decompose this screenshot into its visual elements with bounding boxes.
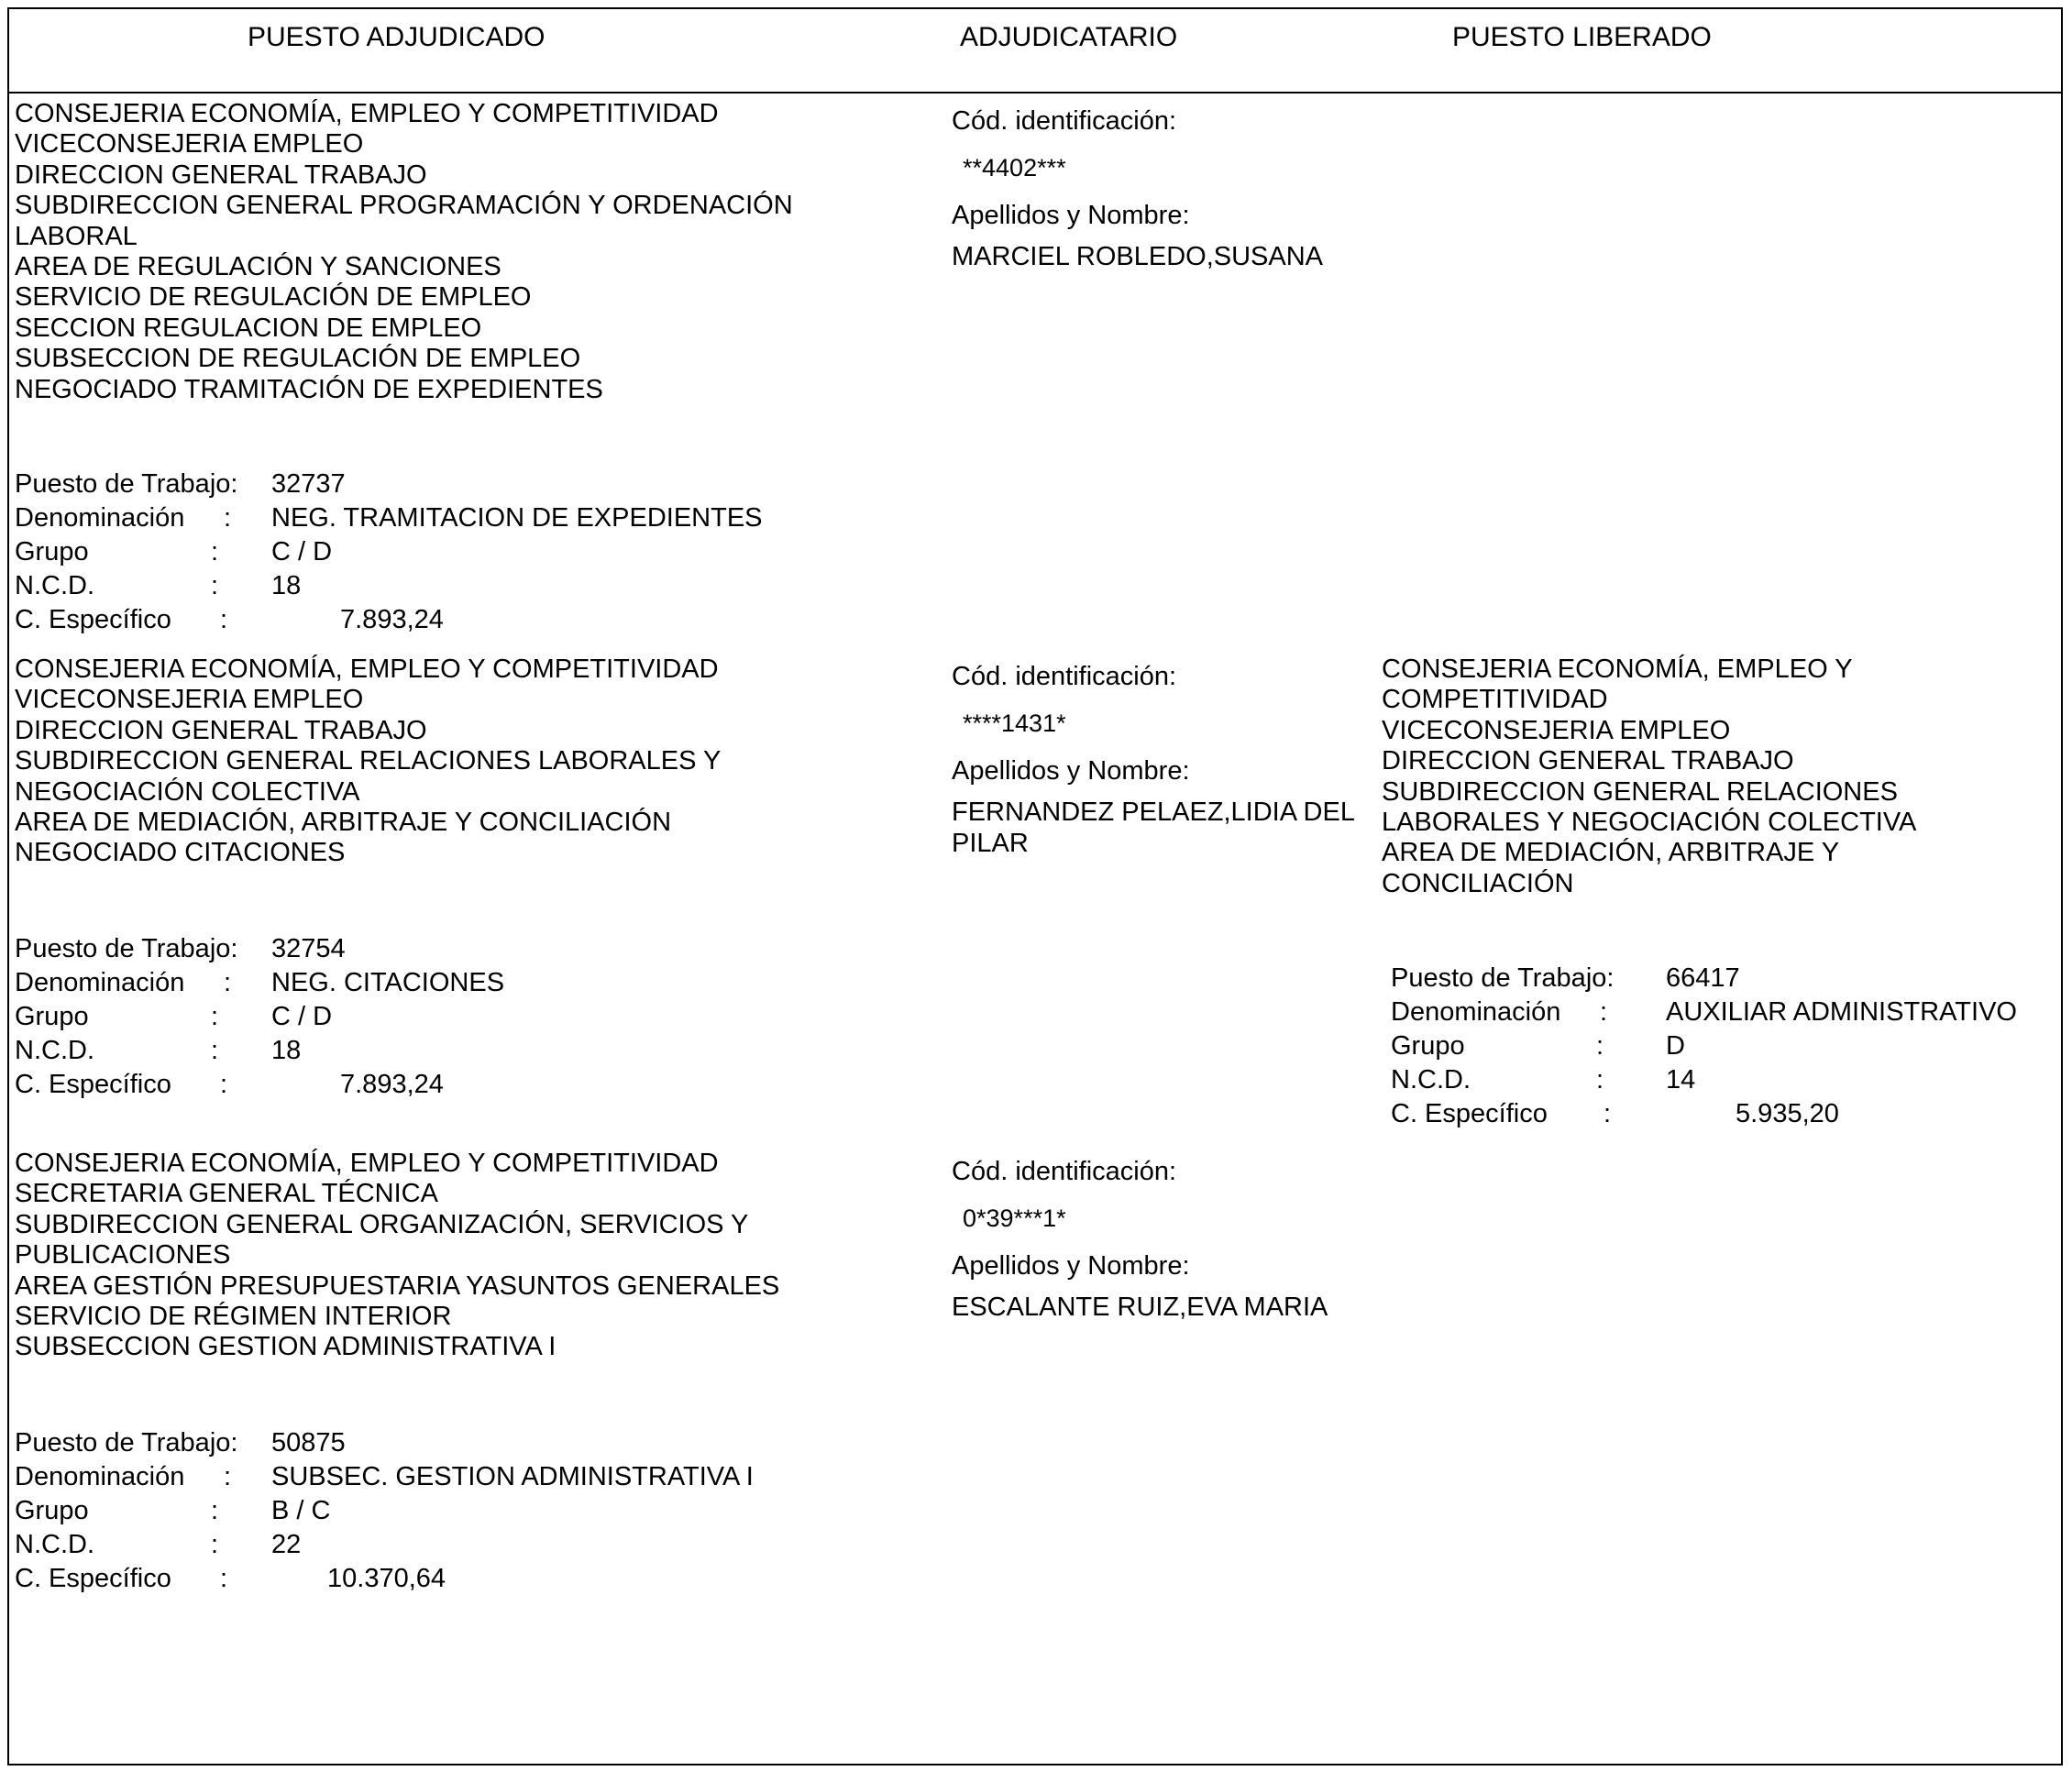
unit-line: CONSEJERIA ECONOMÍA, EMPLEO Y COMPETITIVIDAD — [15, 99, 719, 128]
unit-line: CONSEJERIA ECONOMÍA, EMPLEO Y COMPETITIVIDAD — [15, 1149, 719, 1178]
label-ncd: N.C.D. — [1391, 1065, 1471, 1094]
colon: : — [1604, 1099, 1612, 1128]
label-cod-identificacion: Cód. identificación: — [952, 1157, 1177, 1186]
value-ncd: 18 — [271, 1036, 302, 1065]
label-apellidos-nombre: Apellidos y Nombre: — [952, 1251, 1190, 1281]
colon: : — [211, 537, 219, 566]
colon: : — [220, 1564, 228, 1593]
value-ncd: 14 — [1666, 1065, 1696, 1094]
unit-line: AREA GESTIÓN PRESUPUESTARIA YASUNTOS GENERALES — [15, 1270, 780, 1301]
value-cod-identificacion: ****1431* — [963, 710, 1066, 737]
unit-line: LABORALES Y NEGOCIACIÓN COLECTIVA — [1382, 808, 1917, 838]
header-puesto-liberado: PUESTO LIBERADO — [1452, 22, 1712, 52]
value-grupo: B / C — [271, 1496, 331, 1525]
value-nombre: ESCALANTE RUIZ,EVA MARIA — [952, 1292, 1328, 1322]
unit-line: SUBSECCION DE REGULACIÓN DE EMPLEO — [15, 344, 581, 374]
value-denominacion: AUXILIAR ADMINISTRATIVO — [1666, 997, 2017, 1027]
label-cod-identificacion: Cód. identificación: — [952, 662, 1177, 691]
label-denominacion: Denominación — [15, 503, 185, 533]
unit-line: NEGOCIADO CITACIONES — [15, 838, 346, 868]
unit-line: DIRECCION GENERAL TRABAJO — [15, 715, 427, 745]
colon: : — [220, 605, 228, 634]
colon: : — [211, 1002, 219, 1031]
value-especifico: 7.893,24 — [340, 1070, 444, 1099]
unit-line: SERVICIO DE RÉGIMEN INTERIOR — [15, 1302, 452, 1332]
header-adjudicatario: ADJUDICATARIO — [960, 22, 1178, 52]
value-ncd: 18 — [271, 571, 302, 600]
value-puesto: 32754 — [271, 934, 346, 963]
label-grupo: Grupo — [15, 537, 89, 566]
value-especifico: 5.935,20 — [1736, 1099, 1839, 1128]
label-especifico: C. Específico — [15, 1070, 171, 1099]
value-grupo: C / D — [271, 537, 333, 566]
label-puesto: Puesto de Trabajo: — [15, 934, 238, 963]
unit-line: SUBDIRECCION GENERAL ORGANIZACIÓN, SERVICIOS Y — [15, 1209, 749, 1239]
label-puesto: Puesto de Trabajo: — [1391, 963, 1615, 993]
value-grupo: C / D — [271, 1002, 333, 1031]
label-ncd: N.C.D. — [15, 1036, 94, 1065]
label-puesto: Puesto de Trabajo: — [15, 469, 238, 499]
colon: : — [1600, 997, 1608, 1027]
unit-line: VICECONSEJERIA EMPLEO — [15, 129, 364, 160]
colon: : — [211, 1496, 219, 1525]
label-apellidos-nombre: Apellidos y Nombre: — [952, 756, 1190, 786]
entry-1-unit — [15, 99, 793, 405]
unit-line: NEGOCIADO TRAMITACIÓN DE EXPEDIENTES — [15, 374, 603, 404]
label-denominacion: Denominación — [15, 1462, 185, 1491]
value-denominacion: SUBSEC. GESTION ADMINISTRATIVA I — [271, 1462, 754, 1491]
unit-line: SECRETARIA GENERAL TÉCNICA — [15, 1179, 438, 1209]
label-denominacion: Denominación — [15, 968, 185, 997]
colon: : — [224, 503, 232, 533]
entry-2-unit — [15, 654, 721, 869]
unit-line: CONSEJERIA ECONOMÍA, EMPLEO Y — [1382, 654, 1853, 684]
unit-line: SUBSECCION GESTION ADMINISTRATIVA I — [15, 1332, 557, 1362]
label-especifico: C. Específico — [15, 605, 171, 634]
unit-line: VICECONSEJERIA EMPLEO — [1382, 715, 1731, 745]
unit-line: SERVICIO DE REGULACIÓN DE EMPLEO — [15, 282, 532, 313]
value-nombre: FERNANDEZ PELAEZ,LIDIA DEL — [952, 798, 1355, 827]
label-puesto: Puesto de Trabajo: — [15, 1428, 238, 1458]
label-grupo: Grupo — [1391, 1031, 1465, 1061]
colon: : — [211, 1036, 219, 1065]
unit-line: CONCILIACIÓN — [1382, 868, 1574, 898]
unit-line: DIRECCION GENERAL TRABAJO — [1382, 746, 1794, 776]
value-puesto: 32737 — [271, 469, 346, 499]
label-grupo: Grupo — [15, 1496, 89, 1525]
entry-2-liberado-unit — [1382, 654, 1916, 899]
value-nombre-cont: PILAR — [952, 829, 1029, 858]
value-grupo: D — [1666, 1031, 1685, 1061]
colon: : — [224, 968, 232, 997]
unit-line: VICECONSEJERIA EMPLEO — [15, 685, 364, 715]
colon: : — [1596, 1065, 1604, 1094]
colon: : — [224, 1462, 232, 1491]
header-puesto-adjudicado: PUESTO ADJUDICADO — [248, 22, 546, 52]
unit-line: PUBLICACIONES — [15, 1240, 231, 1270]
label-ncd: N.C.D. — [15, 571, 94, 600]
label-cod-identificacion: Cód. identificación: — [952, 106, 1177, 136]
value-nombre: MARCIEL ROBLEDO,SUSANA — [952, 242, 1324, 271]
colon: : — [220, 1070, 228, 1099]
value-cod-identificacion: **4402*** — [963, 154, 1066, 182]
unit-line: NEGOCIACIÓN COLECTIVA — [15, 776, 360, 807]
label-denominacion: Denominación — [1391, 997, 1561, 1027]
value-especifico: 10.370,64 — [327, 1564, 446, 1593]
value-denominacion: NEG. TRAMITACION DE EXPEDIENTES — [271, 503, 763, 533]
unit-line: SUBDIRECCION GENERAL RELACIONES — [1382, 776, 1898, 807]
colon: : — [1596, 1031, 1604, 1061]
value-especifico: 7.893,24 — [340, 605, 444, 634]
unit-line: AREA DE MEDIACIÓN, ARBITRAJE Y CONCILIACIÓN — [15, 808, 672, 838]
value-ncd: 22 — [271, 1530, 302, 1559]
value-puesto: 50875 — [271, 1428, 346, 1458]
unit-line: SECCION REGULACION DE EMPLEO — [15, 313, 482, 343]
header-divider — [7, 92, 2063, 94]
value-puesto: 66417 — [1666, 963, 1740, 993]
unit-line: DIRECCION GENERAL TRABAJO — [15, 160, 427, 190]
unit-line: AREA DE MEDIACIÓN, ARBITRAJE Y — [1382, 838, 1840, 868]
unit-line: COMPETITIVIDAD — [1382, 685, 1608, 715]
colon: : — [211, 571, 219, 600]
label-apellidos-nombre: Apellidos y Nombre: — [952, 201, 1190, 230]
label-especifico: C. Específico — [1391, 1099, 1548, 1128]
entry-3-unit — [15, 1149, 779, 1363]
unit-line: SUBDIRECCION GENERAL RELACIONES LABORALES Y — [15, 746, 722, 776]
value-cod-identificacion: 0*39***1* — [963, 1204, 1066, 1232]
unit-line: LABORAL — [15, 221, 138, 251]
unit-line: SUBDIRECCION GENERAL PROGRAMACIÓN Y ORDENACIÓN — [15, 191, 793, 221]
value-denominacion: NEG. CITACIONES — [271, 968, 505, 997]
label-grupo: Grupo — [15, 1002, 89, 1031]
label-especifico: C. Específico — [15, 1564, 171, 1593]
unit-line: CONSEJERIA ECONOMÍA, EMPLEO Y COMPETITIVIDAD — [15, 654, 719, 684]
label-ncd: N.C.D. — [15, 1530, 94, 1559]
unit-line: AREA DE REGULACIÓN Y SANCIONES — [15, 252, 501, 282]
colon: : — [211, 1530, 219, 1559]
